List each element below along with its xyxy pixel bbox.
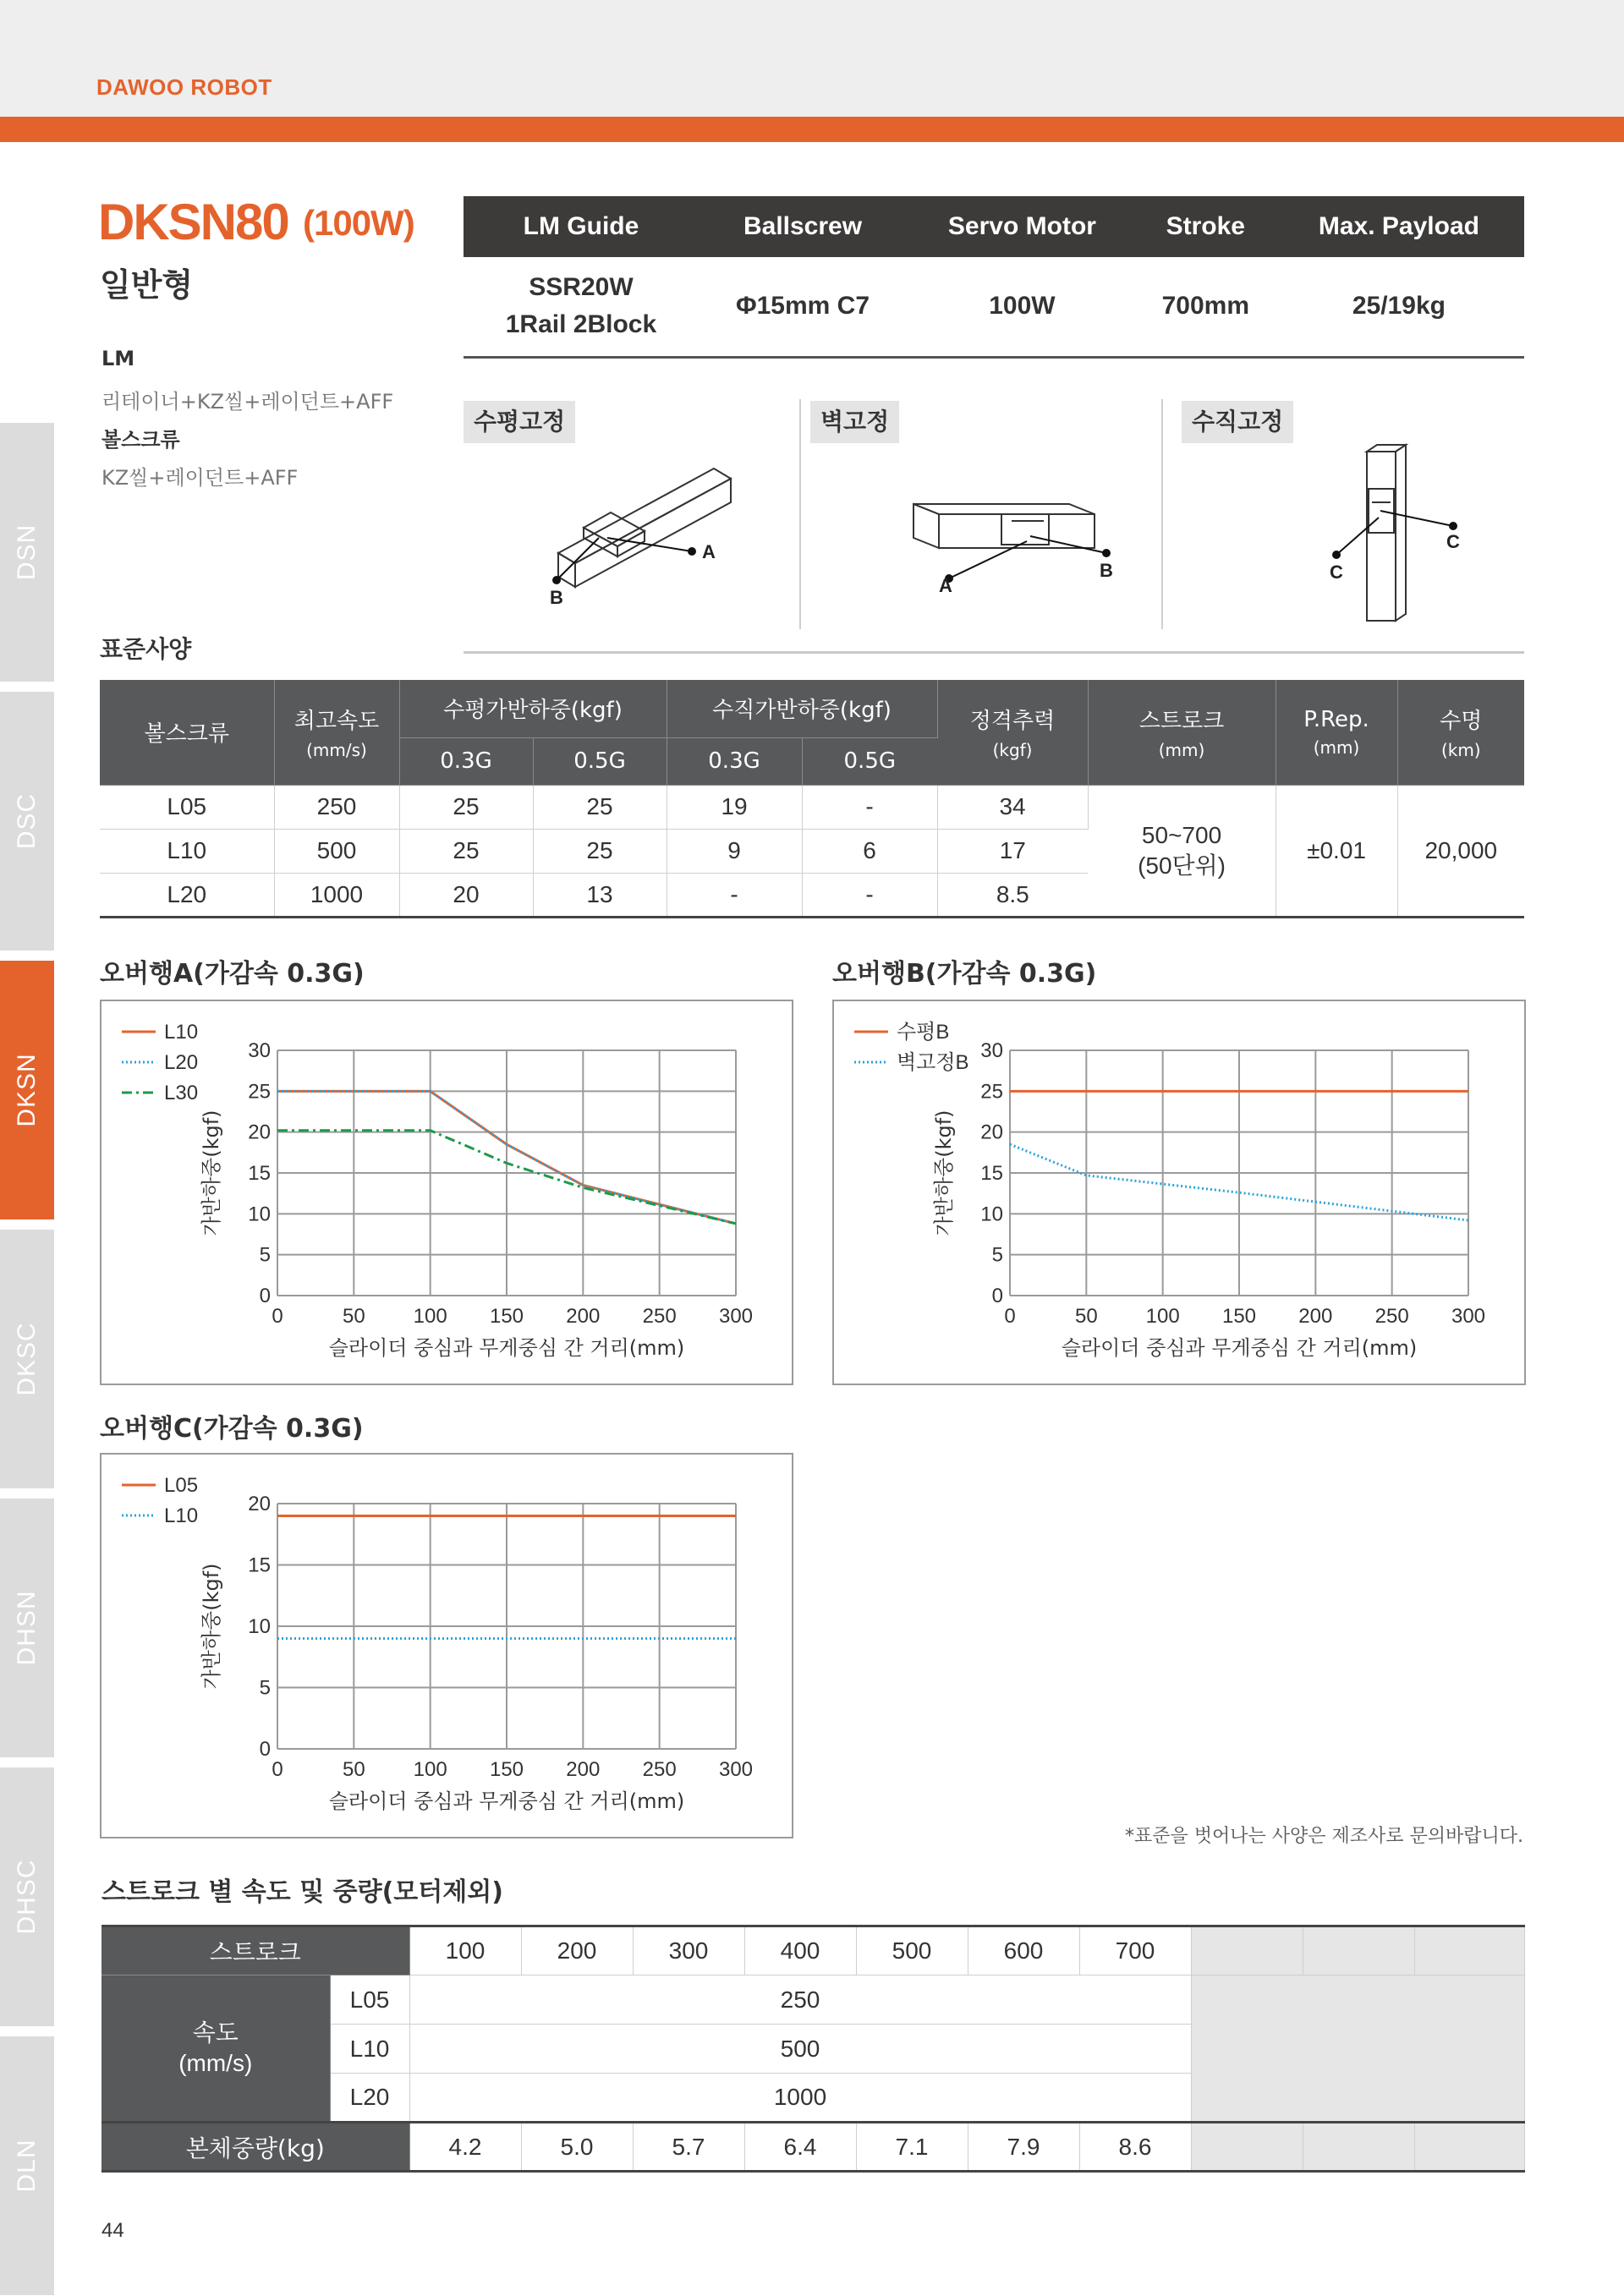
legend-label: L20 (164, 1051, 199, 1074)
x-tick-label: 200 (566, 1305, 601, 1328)
x-tick-label: 50 (342, 1758, 365, 1781)
mount-point-a (688, 547, 696, 556)
x-tick-label: 100 (1145, 1305, 1180, 1328)
side-tab-dln[interactable] (0, 2036, 54, 2295)
weight-value: 8.6 (1079, 2123, 1191, 2172)
side-tab-label: DKSC (13, 1322, 41, 1396)
stroke-value: 500 (856, 1926, 968, 1975)
x-tick-label: 300 (718, 1305, 754, 1328)
cell-v03: 19 (667, 785, 802, 829)
std-header-unit: (km) (1440, 740, 1481, 761)
x-tick-label: 50 (1074, 1305, 1098, 1328)
mount-point-b (552, 576, 561, 584)
standard-spec-table (100, 680, 1524, 918)
legend-label: L30 (164, 1082, 199, 1104)
std-header-ballscrew (100, 680, 274, 785)
standard-spec-title: 표준사양 (100, 635, 192, 663)
blank-cell (1303, 1926, 1414, 1975)
cell-prep: ±0.01 (1276, 785, 1397, 917)
stroke-section-title: 스트로크 별 속도 및 중량(모터제외) (102, 1877, 503, 1907)
mount-point-label: A (939, 575, 952, 596)
side-tab-label: DSC (13, 792, 41, 850)
side-tab-dhsc[interactable] (0, 1767, 54, 2026)
y-tick-label: 20 (980, 1121, 1003, 1144)
x-tick-label: 0 (272, 1758, 283, 1781)
spec-value: 100W (907, 257, 1138, 357)
x-axis-label: 슬라이더 중심과 무게중심 간 거리(mm) (328, 1789, 685, 1813)
header-accent-bar (0, 117, 1624, 142)
std-subheader-g03: 0.3G (399, 737, 533, 785)
page-number: 44 (102, 2219, 124, 2242)
table-row (102, 1926, 1524, 1975)
spec-value: Φ15mm C7 (699, 257, 907, 357)
brand-name: DAWOO ROBOT (96, 74, 272, 100)
std-header-unit: (mm) (1313, 737, 1360, 758)
y-tick-label: 15 (248, 1553, 271, 1577)
cell-thrust: 8.5 (937, 873, 1088, 917)
x-tick-label: 100 (413, 1305, 447, 1328)
std-header-unit: (mm/s) (306, 740, 367, 761)
mount-point-label: C (1330, 562, 1343, 583)
cell-life: 20,000 (1397, 785, 1524, 917)
x-tick-label: 0 (272, 1305, 283, 1328)
blank-cell (1303, 2123, 1414, 2172)
cell-v05: - (802, 785, 937, 829)
std-header-text: 최고속도 (294, 709, 380, 735)
spec-value: 25/19kg (1274, 257, 1524, 357)
side-tab-label: DHSN (13, 1590, 41, 1666)
x-tick-label: 300 (1451, 1305, 1486, 1328)
std-header-text: 볼스크류 (144, 721, 229, 748)
blank-cell (1191, 1926, 1303, 1975)
side-tab-label: DLN (13, 2139, 41, 2193)
speed-lead: L20 (330, 2074, 409, 2123)
std-subheader-g05: 0.5G (533, 737, 667, 785)
mount-point-c (1332, 551, 1341, 559)
y-tick-label: 20 (248, 1493, 271, 1515)
speed-lead: L10 (330, 2025, 409, 2074)
std-header-stroke (1088, 680, 1276, 785)
side-tab-label: DSN (13, 523, 41, 581)
x-tick-label: 150 (1221, 1305, 1257, 1328)
legend-label: L05 (164, 1474, 199, 1497)
std-subheader-g05: 0.5G (802, 737, 937, 785)
spec-header-row (464, 196, 1524, 257)
spec-header: Ballscrew (699, 196, 907, 257)
weight-label: 본체중량(kg) (102, 2123, 409, 2172)
std-header-text: P.Rep. (1303, 706, 1369, 732)
stroke-value: 700 (1079, 1926, 1191, 1975)
mount-point-label: A (702, 541, 716, 562)
speed-value: 500 (409, 2025, 1191, 2074)
y-tick-label: 0 (259, 1285, 271, 1307)
side-tab-label: DHSC (13, 1859, 41, 1935)
spec-table (464, 196, 1524, 359)
std-header-text: 스트로크 (1138, 709, 1225, 735)
cell-stroke: 50~700 (50단위) (1088, 785, 1276, 917)
legend-label: L10 (164, 1021, 199, 1044)
side-tab-dsn[interactable] (0, 423, 54, 682)
cell-lead: L10 (100, 829, 274, 873)
cell-speed: 500 (274, 829, 399, 873)
std-header-unit: (mm) (1158, 740, 1205, 761)
stroke-value: 600 (968, 1926, 1079, 1975)
cell-lead: L20 (100, 873, 274, 917)
y-tick-label: 10 (248, 1615, 271, 1638)
y-tick-label: 10 (248, 1203, 271, 1226)
y-axis-label: 가반하중(kgf) (200, 1110, 223, 1236)
y-tick-label: 15 (980, 1162, 1003, 1185)
side-tab-dksc[interactable] (0, 1230, 54, 1488)
y-tick-label: 25 (248, 1080, 271, 1104)
chart-overhang-a (100, 1000, 793, 1385)
chart-overhang-a-svg (102, 1001, 795, 1387)
weight-value: 5.0 (521, 2123, 633, 2172)
x-tick-label: 250 (1374, 1305, 1409, 1328)
chart-grid (277, 1504, 736, 1749)
ballscrew-text: KZ씰+레이던트+AFF (102, 466, 299, 490)
chart-grid (277, 1050, 736, 1296)
weight-value: 7.1 (856, 2123, 968, 2172)
stroke-value: 400 (744, 1926, 856, 1975)
mount-label-wall: 벽고정 (810, 401, 899, 443)
cell-speed: 1000 (274, 873, 399, 917)
legend-label: 수평B (897, 1021, 950, 1044)
y-tick-label: 25 (980, 1080, 1003, 1104)
stroke-header-label: 스트로크 (102, 1926, 409, 1975)
blank-cell (1414, 2123, 1524, 2172)
model-type: 일반형 (100, 266, 194, 304)
y-axis-label: 가반하중(kgf) (200, 1563, 223, 1690)
legend-label: 벽고정B (897, 1051, 969, 1074)
cell-v03: 9 (667, 829, 802, 873)
blank-cell (1191, 2123, 1303, 2172)
mount-point-label: B (550, 587, 563, 608)
chart-title-overhang-c: 오버행C(가감속 0.3G) (100, 1414, 364, 1444)
x-tick-label: 250 (642, 1758, 677, 1781)
stroke-value: 100 (409, 1926, 521, 1975)
chart-grid (1010, 1050, 1468, 1296)
std-header-row (100, 680, 1524, 737)
side-tab-dsc[interactable] (0, 692, 54, 951)
side-tab-list (0, 423, 54, 2296)
mount-section-divider (464, 651, 1524, 654)
x-axis-label: 슬라이더 중심과 무게중심 간 거리(mm) (1061, 1336, 1418, 1360)
table-row (102, 2123, 1524, 2172)
cell-lead: L05 (100, 785, 274, 829)
blank-cell (1414, 1926, 1524, 1975)
y-tick-label: 5 (259, 1243, 271, 1267)
std-header-prep (1276, 680, 1397, 785)
mount-point-c (1449, 522, 1457, 530)
std-header-life (1397, 680, 1524, 785)
blank-cell (1191, 1975, 1524, 2123)
stroke-value: 300 (633, 1926, 744, 1975)
y-tick-label: 5 (259, 1676, 271, 1700)
weight-value: 4.2 (409, 2123, 521, 2172)
y-tick-label: 5 (991, 1243, 1003, 1267)
x-axis-label: 슬라이더 중심과 무게중심 간 거리(mm) (328, 1336, 685, 1360)
cell-thrust: 17 (937, 829, 1088, 873)
x-tick-label: 150 (489, 1758, 524, 1781)
lm-label: LM (102, 347, 135, 370)
weight-value: 6.4 (744, 2123, 856, 2172)
mount-point-label: C (1446, 531, 1460, 552)
mount-label-vertical: 수직고정 (1182, 401, 1293, 443)
x-tick-label: 200 (1298, 1305, 1333, 1328)
side-tab-label: DKSN (13, 1053, 41, 1127)
speed-lead: L05 (330, 1975, 409, 2025)
spec-value: SSR20W 1Rail 2Block (464, 257, 699, 357)
chart-title-overhang-a: 오버행A(가감속 0.3G) (100, 959, 365, 989)
y-tick-label: 0 (259, 1738, 271, 1761)
std-header-text: 정격추력 (969, 709, 1056, 735)
cell-v03: - (667, 873, 802, 917)
weight-value: 5.7 (633, 2123, 744, 2172)
x-tick-label: 300 (718, 1758, 754, 1781)
chart-title-overhang-b: 오버행B(가감속 0.3G) (832, 959, 1097, 989)
model-power: (100W) (303, 203, 414, 243)
lm-text: 리테이너+KZ씰+레이던트+AFF (102, 390, 394, 414)
side-tab-dksn[interactable] (0, 961, 54, 1219)
cell-h05: 25 (533, 785, 667, 829)
cell-thrust: 34 (937, 785, 1088, 829)
cell-h05: 13 (533, 873, 667, 917)
footnote: *표준을 벗어나는 사양은 제조사로 문의바랍니다. (1125, 1826, 1524, 1847)
std-header-vertical-load: 수직가반하중(kgf) (667, 680, 937, 737)
x-tick-label: 50 (342, 1305, 365, 1328)
cell-h03: 20 (399, 873, 533, 917)
spec-value-row (464, 257, 1524, 357)
speed-label: 속도 (mm/s) (102, 1975, 330, 2123)
x-tick-label: 200 (566, 1758, 601, 1781)
spec-header: Servo Motor (907, 196, 1138, 257)
table-row (102, 1975, 1524, 2025)
std-header-thrust (937, 680, 1088, 785)
stroke-table (102, 1925, 1525, 2173)
speed-value: 1000 (409, 2074, 1191, 2123)
side-tab-dhsn[interactable] (0, 1499, 54, 1757)
model-name: DKSN80 (98, 194, 288, 250)
spec-value: 700mm (1138, 257, 1274, 357)
y-tick-label: 30 (980, 1039, 1003, 1062)
chart-overhang-b (832, 1000, 1526, 1385)
x-tick-label: 250 (642, 1305, 677, 1328)
y-tick-label: 30 (248, 1039, 271, 1062)
y-axis-label: 가반하중(kgf) (932, 1110, 956, 1236)
chart-overhang-b-svg (834, 1001, 1528, 1387)
cell-h05: 25 (533, 829, 667, 873)
x-tick-label: 0 (1004, 1305, 1016, 1328)
ballscrew-label: 볼스크류 (102, 428, 180, 452)
legend-label: L10 (164, 1504, 199, 1527)
y-tick-label: 10 (980, 1203, 1003, 1226)
stroke-value: 200 (521, 1926, 633, 1975)
speed-value: 250 (409, 1975, 1191, 2025)
std-header-horizontal-load: 수평가반하중(kgf) (399, 680, 667, 737)
std-subheader-g03: 0.3G (667, 737, 802, 785)
y-tick-label: 20 (248, 1121, 271, 1144)
cell-speed: 250 (274, 785, 399, 829)
chart-overhang-c (100, 1453, 793, 1838)
mount-label-horizontal: 수평고정 (464, 401, 575, 443)
mount-point-b (1102, 549, 1111, 557)
cell-h03: 25 (399, 829, 533, 873)
y-tick-label: 0 (991, 1285, 1003, 1307)
weight-value: 7.9 (968, 2123, 1079, 2172)
y-tick-label: 15 (248, 1162, 271, 1185)
spec-header: Stroke (1138, 196, 1274, 257)
mounting-diagrams (464, 443, 1524, 646)
spec-header: Max. Payload (1274, 196, 1524, 257)
spec-header: LM Guide (464, 196, 699, 257)
std-header-unit: (kgf) (992, 740, 1033, 761)
table-row (100, 785, 1524, 829)
chart-overhang-c-svg (102, 1455, 795, 1840)
std-header-text: 수명 (1440, 709, 1483, 735)
x-tick-label: 150 (489, 1305, 524, 1328)
cell-v05: 6 (802, 829, 937, 873)
std-header-speed (274, 680, 399, 785)
x-tick-label: 100 (413, 1758, 447, 1781)
cell-h03: 25 (399, 785, 533, 829)
mount-point-label: B (1100, 560, 1113, 581)
cell-v05: - (802, 873, 937, 917)
